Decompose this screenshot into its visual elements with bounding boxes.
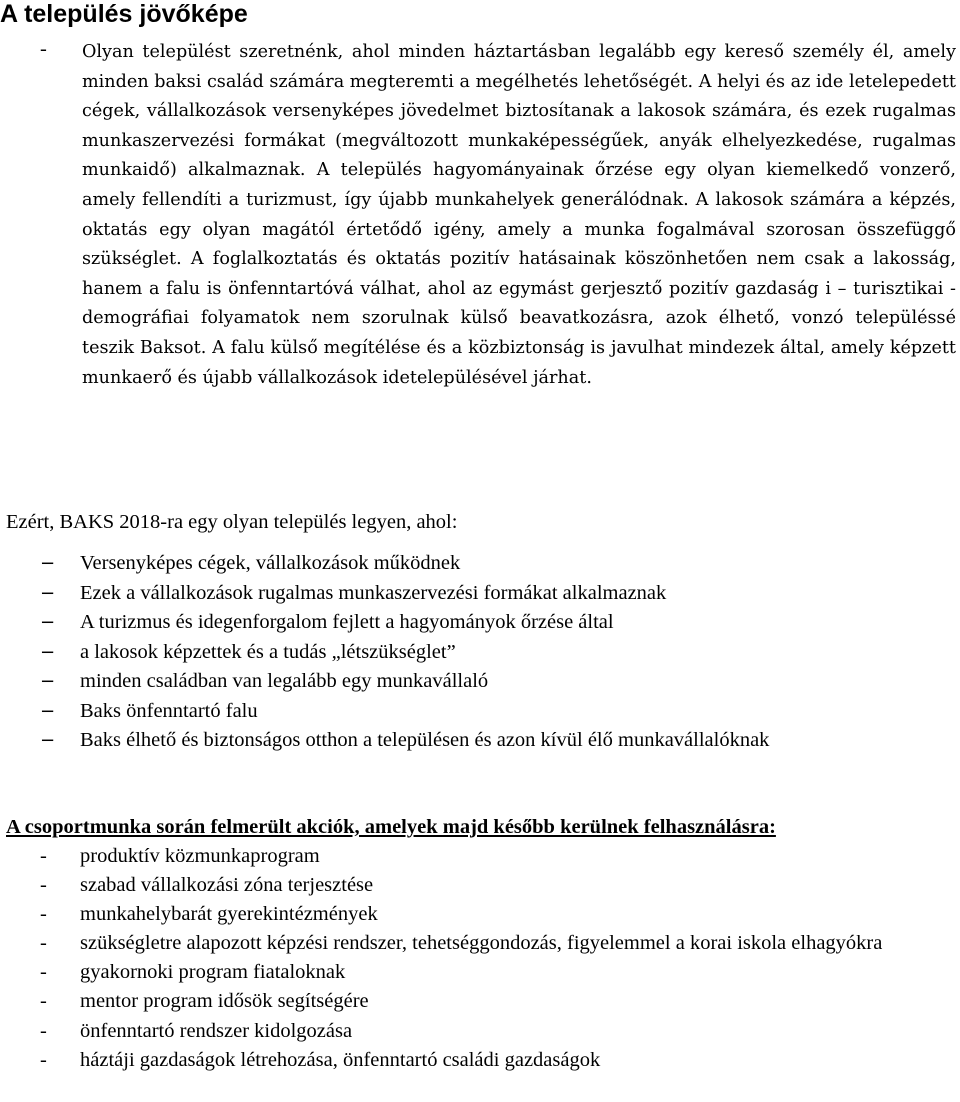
dash-bullet-icon: - <box>40 903 47 926</box>
goal-item <box>0 667 769 697</box>
action-text: mentor program idősök segítségére <box>80 990 369 1013</box>
action-item <box>0 900 960 929</box>
action-item <box>0 958 960 987</box>
goal-item <box>0 579 769 609</box>
dash-bullet-icon: − <box>40 700 56 722</box>
actions-heading: A csoportmunka során felmerült akciók, amelyek majd később kerülnek felhasználásra: <box>6 816 776 838</box>
goal-text: Versenyképes cégek, vállalkozások működnek <box>80 552 461 574</box>
action-item <box>0 1046 960 1075</box>
action-item <box>0 1017 960 1046</box>
actions-list <box>0 842 960 1075</box>
action-text: háztáji gazdaságok létrehozása, önfenntartó családi gazdaságok <box>80 1048 601 1071</box>
goal-item <box>0 549 769 579</box>
action-item <box>0 842 960 871</box>
action-item <box>0 871 960 900</box>
goal-text: minden családban van legalább egy munkavállaló <box>80 670 489 692</box>
intro-dash: - <box>40 38 47 60</box>
dash-bullet-icon: - <box>40 932 47 955</box>
dash-bullet-icon: − <box>40 641 56 663</box>
goal-text: A turizmus és idegenforgalom fejlett a hagyományok őrzése által <box>80 611 614 633</box>
action-text: munkahelybarát gyerekintézmények <box>80 903 378 926</box>
goal-text: Ezek a vállalkozások rugalmas munkaszervezési formákat alkalmaznak <box>80 581 667 604</box>
dash-bullet-icon: − <box>40 582 56 604</box>
action-text: produktív közmunkaprogram <box>80 845 320 867</box>
dash-bullet-icon: - <box>40 874 47 897</box>
goal-text: Baks önfenntartó falu <box>80 699 258 722</box>
dash-bullet-icon: - <box>40 961 47 984</box>
dash-bullet-icon: − <box>40 553 56 574</box>
dash-bullet-icon: − <box>40 671 56 692</box>
dash-bullet-icon: - <box>40 845 47 867</box>
action-text: szabad vállalkozási zóna terjesztése <box>80 874 374 897</box>
goal-text: Baks élhető és biztonságos otthon a településen és azon kívül élő munkavállalóknak <box>80 729 770 751</box>
goal-text: a lakosok képzettek és a tudás „létszükséglet” <box>80 640 456 663</box>
action-item <box>0 987 960 1016</box>
dash-bullet-icon: − <box>40 730 56 751</box>
intro-paragraph: Olyan települést szeretnénk, ahol minden háztartásban legalább egy kereső személy él, amely minden baksi család számára megteremti a megélhetés lehetőségét. A helyi és az ide letelepedett cégek, vállalkozások versenyképes jövedelmet biztosítanak a lakosok számára, és ezek rugalmas munkaszervezési formákat (megváltozott munkaképességűek, anyák elhelyezkedése, rugalmas munkaidő) alkalmaznak. A település hagyományainak őrzése egy olyan kiemelkedő vonzerő, amely fellendíti a turizmust, így újabb munkahelyek generálódnak. A lakosok számára a képzés, oktatás egy olyan magától értetődő igény, amely a munka fogalmával szorosan összefüggő szükséglet. A foglalkoztatás és oktatás pozitív hatásainak köszönhetően nem csak a lakosság, hanem a falu is önfenntartóvá válhat, ahol az egymást gerjesztő pozitív gazdaság i – turisztikai - demográfiai folyamatok nem szorulnak külső beavatkozásra, azok élhető, vonzó településsé teszik Baksot. A falu külső megítélése és a közbiztonság is javulhat mindezek által, amely képzett munkaerő és újabb vállalkozások idetelepülésével járhat. <box>82 42 956 388</box>
goals-list <box>0 549 769 756</box>
goal-item <box>0 726 769 756</box>
intro-section <box>40 38 956 393</box>
goal-item <box>0 608 769 638</box>
goals-heading: Ezért, BAKS 2018-ra egy olyan település legyen, ahol: <box>6 511 458 533</box>
dash-bullet-icon: - <box>40 1019 47 1042</box>
dash-bullet-icon: - <box>40 1048 47 1071</box>
action-text: önfenntartó rendszer kidolgozása <box>80 1019 353 1042</box>
action-item <box>0 929 960 958</box>
goal-item <box>0 697 769 727</box>
dash-bullet-icon: - <box>40 990 47 1013</box>
action-text: szükségletre alapozott képzési rendszer, tehetséggondozás, figyelemmel a korai iskola elhagyókra <box>80 932 883 955</box>
goal-item <box>0 638 769 668</box>
page-title: A település jövőképe <box>0 0 248 28</box>
dash-bullet-icon: − <box>40 612 56 633</box>
action-text: gyakornoki program fiataloknak <box>80 961 346 984</box>
